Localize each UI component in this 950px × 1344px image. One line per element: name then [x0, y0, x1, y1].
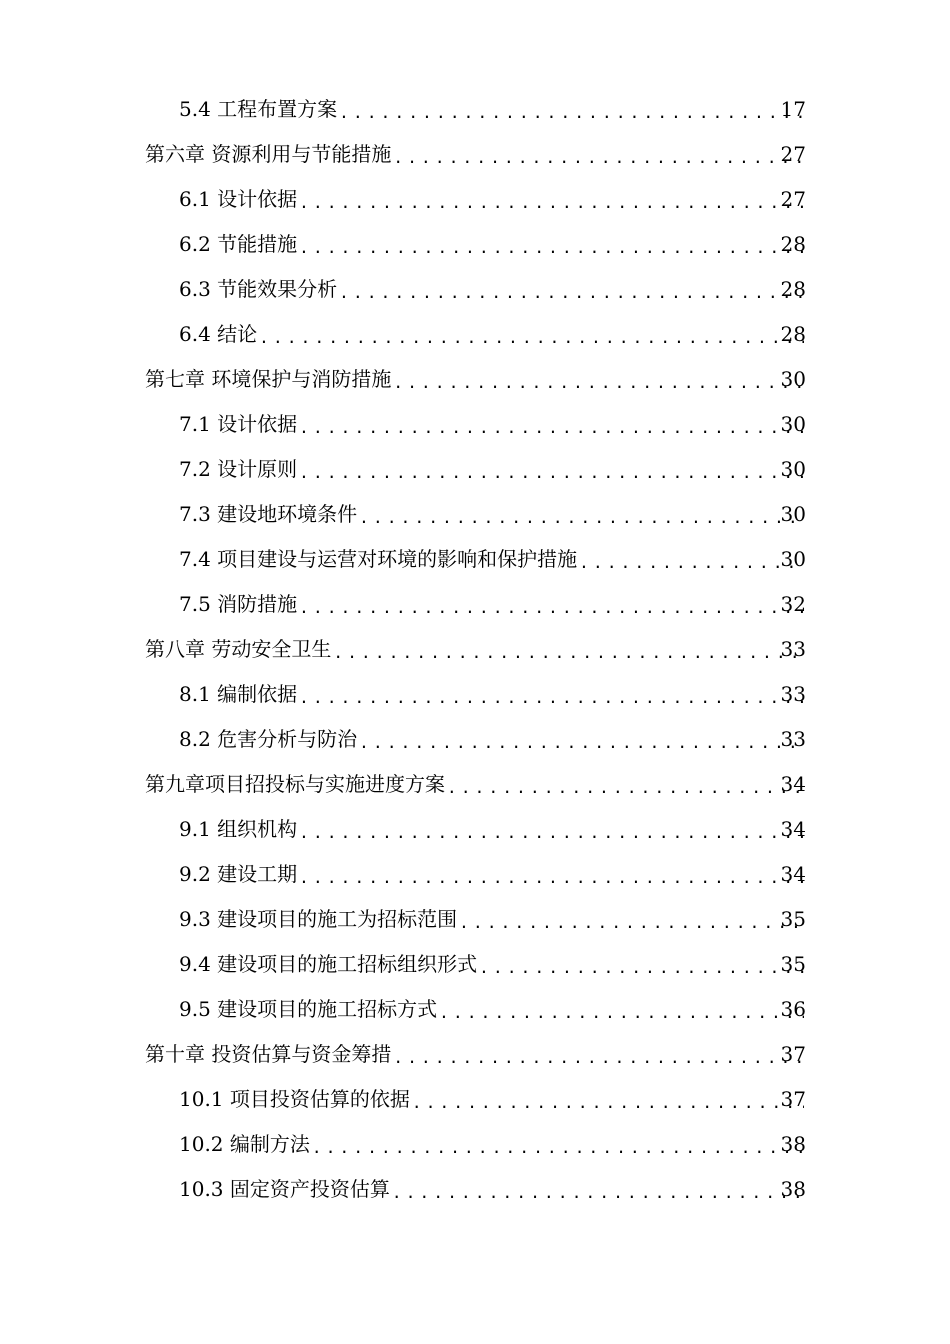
toc-entry [145, 1032, 810, 1077]
toc-entry [179, 672, 810, 717]
toc-entry [145, 357, 810, 402]
toc-title: 第六章 资源利用与节能措施 [145, 142, 392, 166]
toc-title: 9.3 建设项目的施工为招标范围 [179, 907, 458, 931]
table-of-contents [0, 87, 950, 1212]
toc-entry [145, 132, 810, 177]
toc-row-section[interactable] [0, 537, 950, 582]
toc-entry [179, 1167, 810, 1212]
dot-leader [299, 225, 804, 270]
toc-title: 8.1 编制依据 [179, 682, 298, 706]
toc-entry [179, 1122, 810, 1167]
toc-page-number: 28 [780, 277, 806, 301]
toc-entry [179, 267, 810, 312]
toc-title: 7.5 消防措施 [179, 592, 298, 616]
toc-entry [145, 627, 810, 672]
toc-page-number: 33 [780, 637, 806, 661]
toc-entry [179, 492, 810, 537]
toc-row-section[interactable] [0, 897, 950, 942]
toc-page-number: 28 [780, 322, 806, 346]
toc-row-section[interactable] [0, 1167, 950, 1212]
toc-entry [179, 87, 810, 132]
dot-leader [393, 135, 804, 180]
toc-entry [179, 942, 810, 987]
toc-page-number: 38 [780, 1177, 806, 1201]
toc-row-chapter[interactable] [0, 132, 950, 177]
dot-leader [579, 540, 804, 585]
toc-title: 9.1 组织机构 [179, 817, 298, 841]
toc-row-section[interactable] [0, 222, 950, 267]
toc-page-number: 35 [780, 952, 806, 976]
toc-row-section[interactable] [0, 582, 950, 627]
toc-row-chapter[interactable] [0, 357, 950, 402]
dot-leader [259, 315, 804, 360]
dot-leader [412, 1080, 804, 1125]
toc-entry [179, 717, 810, 762]
toc-page-number: 36 [780, 997, 806, 1021]
dot-leader [299, 810, 804, 855]
toc-row-chapter[interactable] [0, 1032, 950, 1077]
toc-row-section[interactable] [0, 402, 950, 447]
toc-entry [179, 537, 810, 582]
toc-row-section[interactable] [0, 852, 950, 897]
toc-title: 6.1 设计依据 [179, 187, 298, 211]
dot-leader [393, 1035, 804, 1080]
dot-leader [359, 720, 804, 765]
toc-title: 第九章项目招投标与实施进度方案 [145, 772, 445, 796]
toc-title: 6.2 节能措施 [179, 232, 298, 256]
toc-page-number: 30 [780, 457, 806, 481]
toc-title: 10.1 项目投资估算的依据 [179, 1087, 410, 1111]
toc-row-section[interactable] [0, 1077, 950, 1122]
dot-leader [339, 270, 804, 315]
toc-title: 第七章 环境保护与消防措施 [145, 367, 392, 391]
toc-page-number: 17 [780, 97, 806, 121]
toc-page-number: 33 [780, 727, 806, 751]
toc-row-section[interactable] [0, 717, 950, 762]
dot-leader [312, 1125, 804, 1170]
toc-row-section[interactable] [0, 987, 950, 1032]
toc-title: 7.2 设计原则 [179, 457, 298, 481]
dot-leader [299, 585, 804, 630]
toc-title: 7.1 设计依据 [179, 412, 298, 436]
dot-leader [299, 180, 804, 225]
toc-title: 8.2 危害分析与防治 [179, 727, 358, 751]
toc-page-number: 34 [780, 862, 806, 886]
dot-leader [339, 90, 804, 135]
dot-leader [299, 405, 804, 450]
toc-title: 第十章 投资估算与资金筹措 [145, 1042, 392, 1066]
toc-page-number: 30 [780, 367, 806, 391]
dot-leader [299, 855, 804, 900]
toc-page-number: 38 [780, 1132, 806, 1156]
toc-row-section[interactable] [0, 492, 950, 537]
toc-title: 7.4 项目建设与运营对环境的影响和保护措施 [179, 547, 578, 571]
toc-entry [179, 447, 810, 492]
toc-row-chapter[interactable] [0, 762, 950, 807]
toc-title: 6.4 结论 [179, 322, 258, 346]
dot-leader [393, 360, 804, 405]
toc-title: 9.4 建设项目的施工招标组织形式 [179, 952, 478, 976]
toc-page-number: 27 [780, 142, 806, 166]
toc-row-section[interactable] [0, 672, 950, 717]
toc-page-number: 37 [780, 1087, 806, 1111]
toc-page-number: 30 [780, 412, 806, 436]
toc-page-number: 37 [780, 1042, 806, 1066]
toc-entry [179, 312, 810, 357]
toc-title: 10.2 编制方法 [179, 1132, 310, 1156]
dot-leader [299, 675, 804, 720]
dot-leader [359, 495, 804, 540]
toc-page-number: 35 [780, 907, 806, 931]
dot-leader [447, 765, 804, 810]
dot-leader [459, 900, 804, 945]
toc-title: 7.3 建设地环境条件 [179, 502, 358, 526]
toc-title: 9.5 建设项目的施工招标方式 [179, 997, 438, 1021]
toc-entry [179, 897, 810, 942]
toc-row-section[interactable] [0, 267, 950, 312]
toc-page-number: 34 [780, 817, 806, 841]
dot-leader [392, 1170, 804, 1215]
toc-entry [179, 177, 810, 222]
toc-title: 第八章 劳动安全卫生 [145, 637, 332, 661]
toc-page-number: 30 [780, 502, 806, 526]
toc-entry [179, 402, 810, 447]
toc-row-section[interactable] [0, 1122, 950, 1167]
toc-entry [179, 1077, 810, 1122]
toc-page-number: 28 [780, 232, 806, 256]
toc-page-number: 30 [780, 547, 806, 571]
dot-leader [299, 450, 804, 495]
toc-row-section[interactable] [0, 312, 950, 357]
toc-title: 10.3 固定资产投资估算 [179, 1177, 390, 1201]
toc-page-number: 27 [780, 187, 806, 211]
toc-entry [179, 807, 810, 852]
toc-entry [179, 987, 810, 1032]
dot-leader [479, 945, 804, 990]
toc-page-number: 32 [780, 592, 806, 616]
dot-leader [333, 630, 804, 675]
toc-title: 5.4 工程布置方案 [179, 97, 338, 121]
toc-entry [145, 762, 810, 807]
toc-entry [179, 582, 810, 627]
toc-entry [179, 852, 810, 897]
toc-title: 6.3 节能效果分析 [179, 277, 338, 301]
toc-title: 9.2 建设工期 [179, 862, 298, 886]
toc-page-number: 34 [780, 772, 806, 796]
toc-row-section[interactable] [0, 447, 950, 492]
toc-page-number: 33 [780, 682, 806, 706]
toc-entry [179, 222, 810, 267]
toc-row-section[interactable] [0, 942, 950, 987]
toc-row-section[interactable] [0, 177, 950, 222]
dot-leader [439, 990, 804, 1035]
toc-row-section[interactable] [0, 87, 950, 132]
toc-row-section[interactable] [0, 807, 950, 852]
toc-row-chapter[interactable] [0, 627, 950, 672]
